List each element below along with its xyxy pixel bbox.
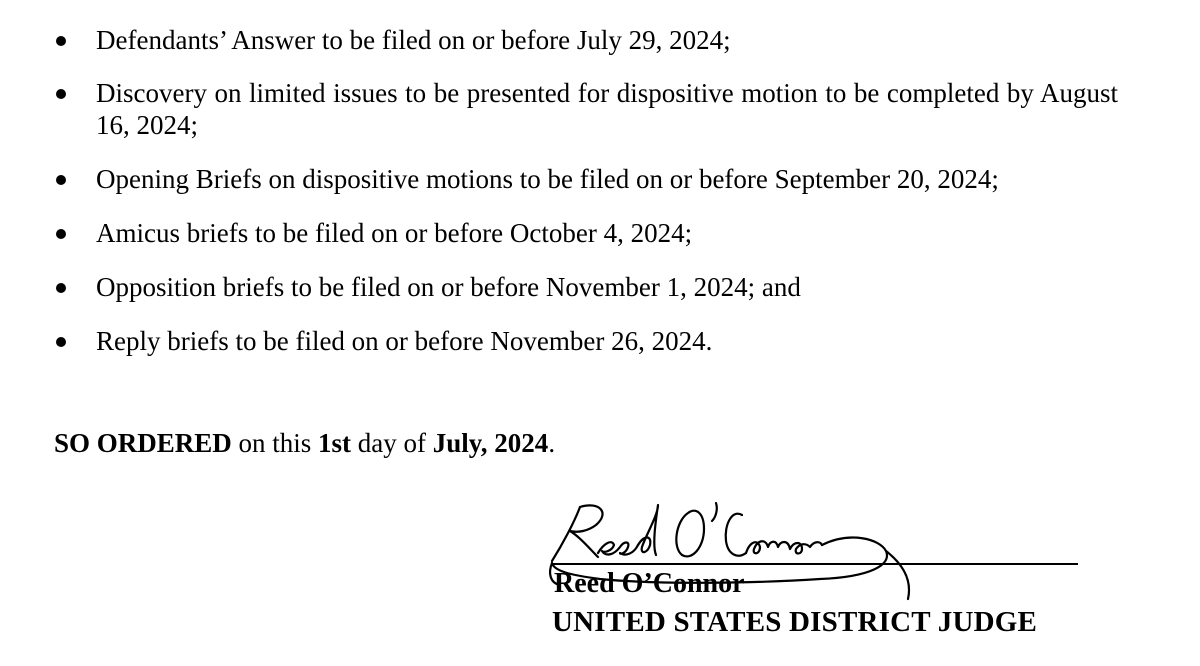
judge-name: Reed O’Connor [554,568,745,599]
signature-line [552,563,1078,565]
bullet-icon [56,175,66,185]
order-text: on this [231,428,319,458]
list-item-text: Opening Briefs on dispositive motions to be filed on or before September 20, 2024; [96,164,999,194]
bullet-icon [56,229,66,239]
order-text: . [548,428,556,458]
list-item-text: Opposition briefs to be filed on or before November 1, 2024; and [96,272,801,302]
judge-title: UNITED STATES DISTRICT JUDGE [552,606,1038,638]
bullet-icon [56,283,66,293]
list-item-text: Defendants’ Answer to be filed on or before July 29, 2024; [96,25,731,55]
order-day: 1st [318,428,352,458]
order-text: day of [351,428,433,458]
order-month-year: July, 2024 [432,428,549,458]
bullet-icon [56,89,66,99]
signature-block [540,495,1100,655]
so-ordered-line [54,427,555,459]
so-ordered-label: SO ORDERED [54,428,232,458]
bullet-icon [56,36,66,46]
list-item-text: Amicus briefs to be filed on or before October 4, 2024; [96,218,693,248]
bullet-icon [56,337,66,347]
list-item-text: Discovery on limited issues to be presented for dispositive motion to be completed by August 16, 2024; [96,78,1118,140]
list-item-text: Reply briefs to be filed on or before November 26, 2024. [96,326,713,356]
